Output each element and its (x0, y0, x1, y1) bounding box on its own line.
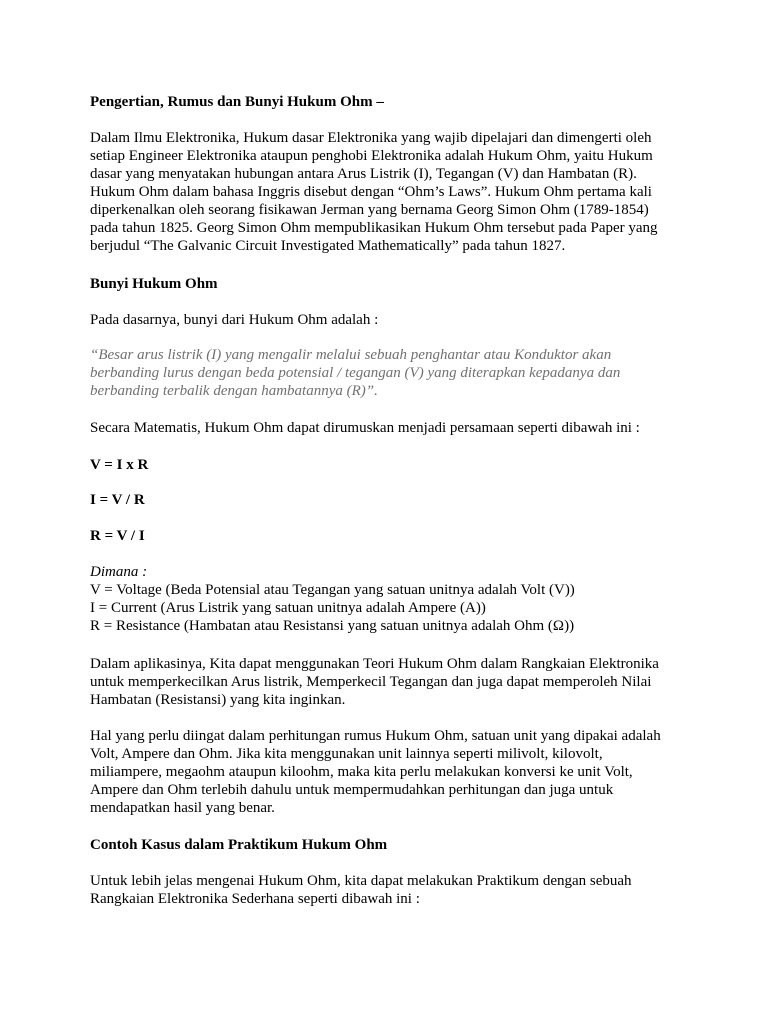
formula-resistance: R = V / I (90, 528, 145, 544)
intro-line: Hukum Ohm dalam bahasa Inggris disebut dengan “Ohm’s Laws”. Hukum Ohm pertama kali (90, 184, 652, 200)
ohm-law-quote (90, 346, 690, 400)
definition-resistance: R = Resistance (Hambatan atau Resistansi yang satuan unitnya adalah Ohm (Ω)) (90, 618, 575, 634)
intro-line: pada tahun 1825. Georg Simon Ohm mempublikasikan Hukum Ohm tersebut pada Paper yang (90, 220, 658, 236)
aplikasi-paragraph (90, 655, 690, 709)
satuan-line: Volt, Ampere dan Ohm. Jika kita menggunakan unit lainnya seperti milivolt, kilovolt, (90, 746, 603, 762)
quote-line: “Besar arus listrik (I) yang mengalir melalui sebuah penghantar atau Konduktor akan (90, 347, 612, 363)
formula-voltage: V = I x R (90, 457, 149, 473)
contoh-line: Rangkaian Elektronika Sederhana seperti dibawah ini : (90, 891, 420, 907)
satuan-line: miliampere, megaohm ataupun kiloohm, maka kita perlu melakukan konversi ke unit Volt, (90, 764, 633, 780)
intro-line: dasar yang menyatakan hubungan antara Arus Listrik (I), Tegangan (V) dan Hambatan (R). (90, 166, 637, 182)
aplikasi-line: untuk memperkecilkan Arus listrik, Memperkecil Tegangan dan juga dapat memperoleh Nilai (90, 674, 652, 690)
math-intro: Secara Matematis, Hukum Ohm dapat dirumuskan menjadi persamaan seperti dibawah ini : (90, 420, 640, 436)
aplikasi-line: Hambatan (Resistansi) yang kita inginkan. (90, 692, 346, 708)
intro-line: Dalam Ilmu Elektronika, Hukum dasar Elektronika yang wajib dipelajari dan dimengerti oleh (90, 130, 652, 146)
intro-line: berjudul “The Galvanic Circuit Investigated Mathematically” pada tahun 1827. (90, 238, 566, 254)
dimana-label: Dimana : (90, 564, 148, 580)
intro-line: diperkenalkan oleh seorang fisikawan Jerman yang bernama Georg Simon Ohm (1789-1854) (90, 202, 649, 218)
definition-current: I = Current (Arus Listrik yang satuan unitnya adalah Ampere (A)) (90, 600, 486, 616)
formula-current: I = V / R (90, 492, 145, 508)
intro-paragraph (90, 129, 690, 255)
satuan-paragraph (90, 727, 690, 817)
definitions-block (90, 563, 690, 635)
document-title: Pengertian, Rumus dan Bunyi Hukum Ohm – (90, 94, 384, 110)
intro-line: setiap Engineer Elektronika ataupun penghobi Elektronika adalah Hukum Ohm, yaitu Hukum (90, 148, 653, 164)
satuan-line: mendapatkan hasil yang benar. (90, 800, 275, 816)
contoh-line: Untuk lebih jelas mengenai Hukum Ohm, kita dapat melakukan Praktikum dengan sebuah (90, 873, 632, 889)
heading-contoh: Contoh Kasus dalam Praktikum Hukum Ohm (90, 837, 388, 853)
heading-bunyi: Bunyi Hukum Ohm (90, 276, 218, 292)
aplikasi-line: Dalam aplikasinya, Kita dapat menggunakan Teori Hukum Ohm dalam Rangkaian Elektronika (90, 656, 659, 672)
bunyi-intro: Pada dasarnya, bunyi dari Hukum Ohm adalah : (90, 312, 379, 328)
quote-line: berbanding lurus dengan beda potensial / tegangan (V) yang diterapkan kepadanya dan (90, 365, 621, 381)
satuan-line: Hal yang perlu diingat dalam perhitungan rumus Hukum Ohm, satuan unit yang dipakai adalah (90, 728, 661, 744)
definition-voltage: V = Voltage (Beda Potensial atau Tegangan yang satuan unitnya adalah Volt (V)) (90, 582, 575, 598)
satuan-line: Ampere dan Ohm terlebih dahulu untuk mempermudahkan perhitungan dan juga untuk (90, 782, 614, 798)
contoh-paragraph (90, 872, 690, 908)
quote-line: berbanding terbalik dengan hambatannya (R)”. (90, 383, 378, 399)
